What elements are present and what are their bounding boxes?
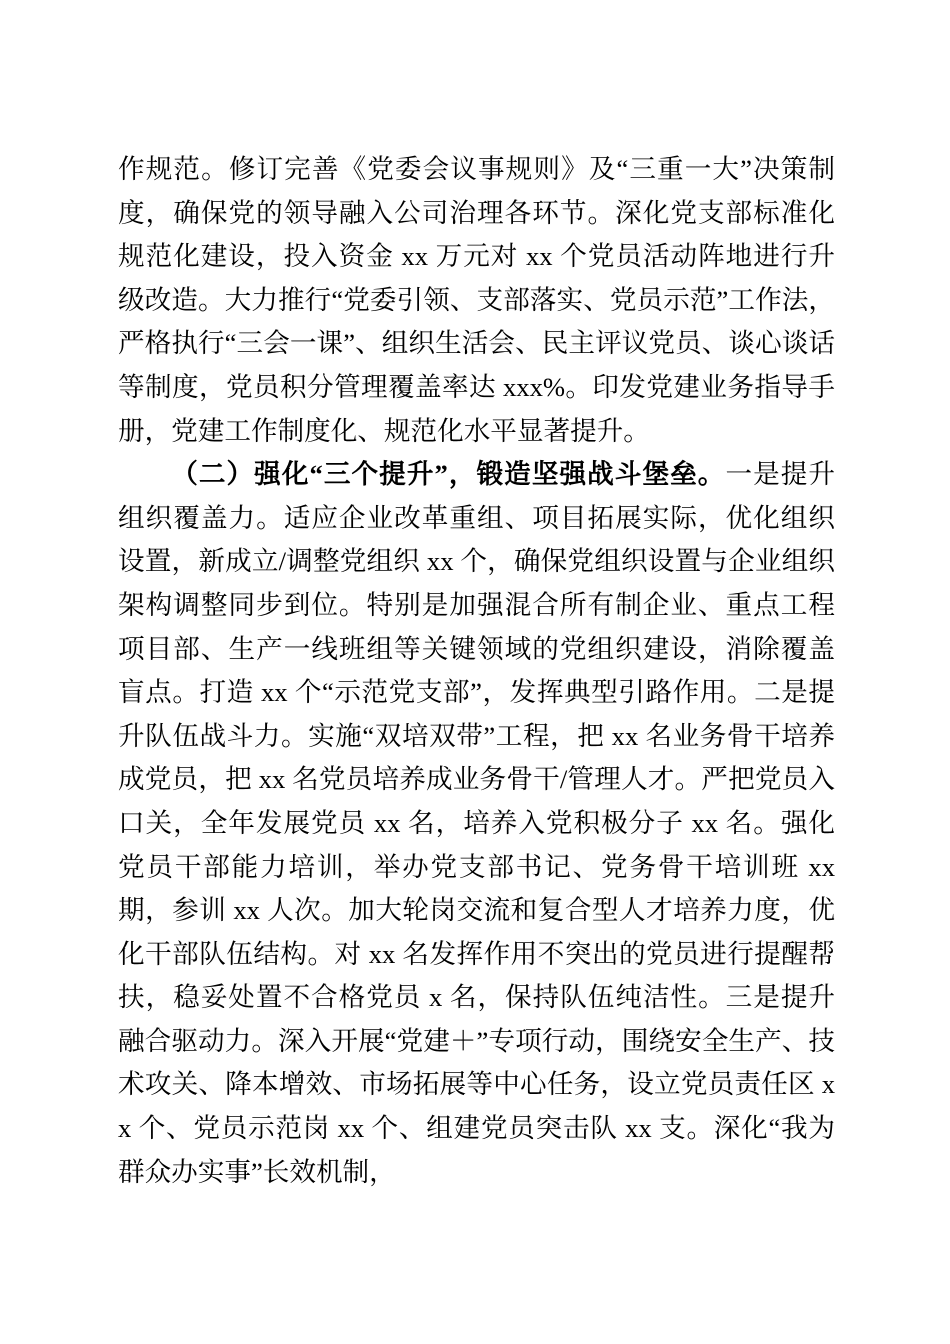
section-two-heading: （二）强化“三个提升”，锻造坚强战斗堡垒。 — [171, 459, 726, 490]
paragraph-continuation-text: 作规范。修订完善《党委会议事规则》及“三重一大”决策制度，确保党的领导融入公司治理各环节。深化党支部标准化规范化建设，投入资金 xx 万元对 xx 个党员活动阵地进行升级改造。大力推行“党委引领、支部落实、党员示范”工作法，严格执行“三会一课”、组织生活会、民主评议党员、谈心谈话等制度，党员积分管理覆盖率达 xxx%。印发党建业务指导手册，党建工作制度化、规范化水平显著提升。 — [118, 154, 835, 446]
paragraph-continuation — [118, 148, 835, 453]
section-two-body-text: 一是提升组织覆盖力。适应企业改革重组、项目拓展实际，优化组织设置，新成立/调整党组织 xx 个，确保党组织设置与企业组织架构调整同步到位。特别是加强混合所有制企业、重点工程项目部、生产一线班组等关键领域的党组织建设，消除覆盖盲点。打造 xx 个“示范党支部”，发挥典型引路作用。二是提升队伍战斗力。实施“双培双带”工程，把 xx 名业务骨干培养成党员，把 xx 名党员培养成业务骨干/管理人才。严把党员入口关，全年发展党员 xx 名，培养入党积极分子 xx 名。强化党员干部能力培训，举办党支部书记、党务骨干培训班 xx 期，参训 xx 人次。加大轮岗交流和复合型人才培养力度，优化干部队伍结构。对 xx 名发挥作用不突出的党员进行提醒帮扶，稳妥处置不合格党员 x 名，保持队伍纯洁性。三是提升融合驱动力。深入开展“党建＋”专项行动，围绕安全生产、技术攻关、降本增效、市场拓展等中心任务，设立党员责任区 xx 个、党员示范岗 xx 个、组建党员突击队 xx 支。深化“我为群众办实事”长效机制， — [118, 459, 836, 1187]
document-body — [118, 148, 835, 1194]
paragraph-section-two — [118, 453, 835, 1194]
